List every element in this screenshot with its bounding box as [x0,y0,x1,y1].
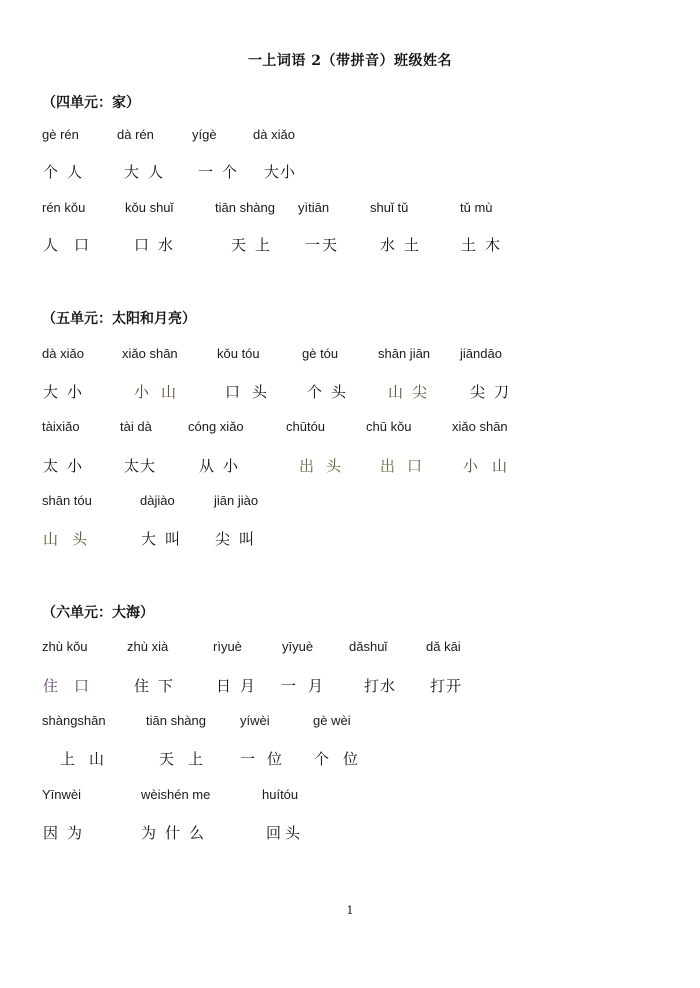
word-item: 小山 [134,383,189,401]
word-item: 小山 [463,457,522,475]
word-item: 为什么 [141,824,214,842]
word-item: 打水 [364,677,397,695]
pinyin-item: shuǐ tǔ [370,200,409,215]
word-item: 大叫 [141,530,190,548]
pinyin-item: tǔ mù [460,200,493,215]
pinyin-item: dà xiǎo [42,346,84,361]
word-item: 大人 [124,163,173,181]
word-item: 一月 [281,677,336,695]
pinyin-item: yígè [192,127,217,142]
section-heading-unit4: （四单元：家） [42,95,140,111]
pinyin-item: chūtóu [286,419,326,434]
pinyin-item: rén kǒu [42,200,86,215]
pinyin-item: huítóu [262,787,299,802]
word-item: 打开 [430,677,463,695]
word-item: 大小 [43,383,92,401]
word-item: 天上 [231,236,280,254]
word-item: 因为 [43,824,92,842]
word-item: 个人 [43,163,92,181]
word-item: 水土 [380,236,429,254]
word-item: 出头 [299,457,354,475]
word-item: 个位 [314,750,373,768]
pinyin-item: chū kǒu [366,419,412,434]
pinyin-item: zhù kǒu [42,639,88,654]
pinyin-item: dà xiǎo [253,127,295,142]
word-item: 住口 [43,677,106,695]
pinyin-item: kǒu tóu [217,346,260,361]
pinyin-item: jiān jiào [214,493,259,508]
pinyin-item: shàngshān [42,713,106,728]
word-item: 土木 [461,236,510,254]
pinyin-item: tiān shàng [215,200,275,215]
word-item: 一天 [305,236,340,254]
pinyin-item: dà rén [117,127,154,142]
word-item: 大小 [264,163,297,181]
pinyin-item: tài dà [120,419,152,434]
word-item: 口头 [225,383,280,401]
section-heading-unit5: （五单元：太阳和月亮） [42,311,196,327]
word-item: 尖刀 [470,383,519,401]
pinyin-item: xiǎo shān [452,419,508,434]
pinyin-item: wèishén me [141,787,211,802]
page-number: 1 [346,904,354,917]
pinyin-item: tàixiǎo [42,419,80,434]
pinyin-item: dàjiào [140,493,175,508]
word-item: 上山 [60,750,119,768]
pinyin-item: jiāndāo [460,346,502,361]
word-item: 太大 [124,457,157,475]
word-item: 从小 [199,457,248,475]
word-item: 天上 [159,750,218,768]
word-item: 住下 [134,677,183,695]
pinyin-item: Yīnwèi [42,787,82,802]
pinyin-item: dǎ kāi [426,639,461,654]
pinyin-item: gè tóu [302,346,339,361]
pinyin-item: rìyuè [213,639,242,654]
word-item: 尖叫 [215,530,264,548]
word-item: 山头 [43,530,102,548]
word-item: 回头 [266,824,305,842]
word-item: 口水 [134,236,183,254]
word-item: 日月 [216,677,265,695]
pinyin-item: cóng xiǎo [188,419,244,434]
section-heading-unit6: （六单元：大海） [42,605,154,621]
pinyin-item: yīyuè [282,639,314,654]
word-item: 一位 [240,750,295,768]
pinyin-item: gè rén [42,127,79,142]
word-item: 出口 [380,457,435,475]
word-item: 太小 [43,457,92,475]
page-title: 一上词语 2（带拼音）班级姓名 [247,53,453,69]
pinyin-item: tiān shàng [146,713,206,728]
pinyin-item: yìtiān [298,200,330,215]
word-item: 山尖 [388,383,437,401]
pinyin-item: shān jiān [378,346,431,361]
pinyin-item: dǎshuǐ [349,639,388,654]
pinyin-item: zhù xià [127,639,169,654]
word-item: 人口 [43,236,106,254]
pinyin-item: gè wèi [313,713,351,728]
word-item: 一个 [198,163,247,181]
word-item: 个头 [307,383,356,401]
pinyin-item: yíwèi [240,713,270,728]
pinyin-item: xiǎo shān [122,346,178,361]
pinyin-item: shān tóu [42,493,92,508]
pinyin-item: kǒu shuǐ [125,200,174,215]
